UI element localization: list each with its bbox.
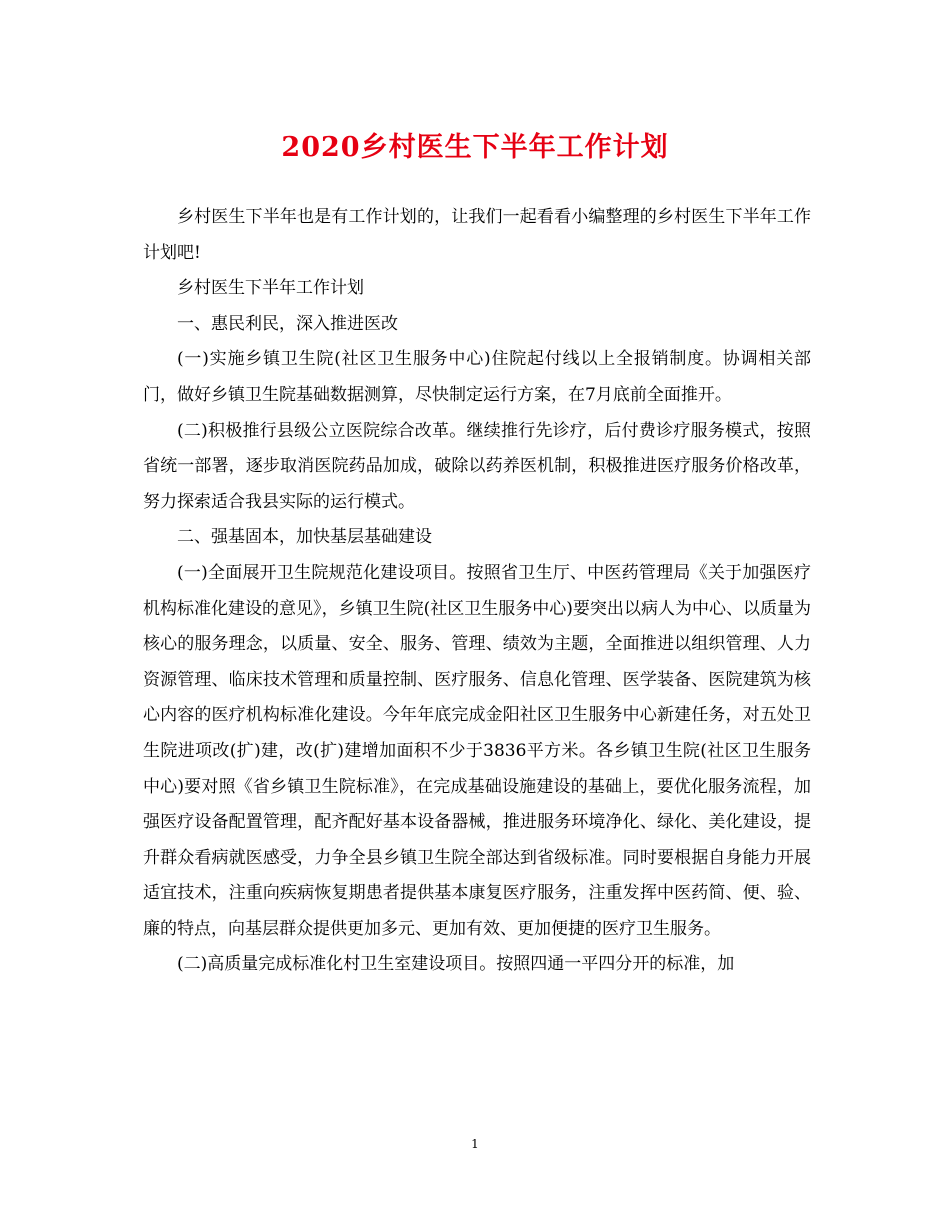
paragraph-2-1: (一)全面展开卫生院规范化建设项目。按照省卫生厅、中医药管理局《关于加强医疗机构标准化建设的意见》，乡镇卫生院(社区卫生服务中心)要突出以病人为中心、以质量为核心的服务理念，以质量、安全、服务、管理、绩效为主题，全面推进以组织管理、人力资源管理、临床技术管理和质量控制、医疗服务、信息化管理、医学装备、医院建筑为核心内容的医疗机构标准化建设。今年年底完成金阳社区卫生服务中心新建任务，对五处卫生院进项改(扩)建，改(扩)建增加面积不少于3836平方米。各乡镇卫生院(社区卫生服务中心)要对照《省乡镇卫生院标准》，在完成基础设施建设的基础上，要优化服务流程，加强医疗设备配置管理，配齐配好基本设备器械，推进服务环境净化、绿化、美化建设，提升群众看病就医感受，力争全县乡镇卫生院全部达到省级标准。同时要根据自身能力开展适宜技术，注重向疾病恢复期患者提供基本康复医疗服务，注重发挥中医药简、便、验、廉的特点，向基层群众提供更加多元、更加有效、更加便捷的医疗卫生服务。 [143, 562, 811, 939]
paragraph-1-2: (二)积极推行县级公立医院综合改革。继续推行先诊疗，后付费诊疗服务模式，按照省统一部署，逐步取消医院药品加成，破除以药养医机制，积极推进医疗服务价格改革，努力探索适合我县实际的运行模式。 [143, 420, 811, 512]
section-heading-2: 二、强基固本，加快基层基础建设 [177, 527, 432, 548]
subtitle-paragraph: 乡村医生下半年工作计划 [177, 278, 364, 299]
page-number: 1 [471, 1137, 479, 1151]
document-body [143, 200, 811, 983]
paragraph-2-2: (二)高质量完成标准化村卫生室建设项目。按照四通一平四分开的标准，加 [177, 954, 735, 975]
paragraph-1-1: (一)实施乡镇卫生院(社区卫生服务中心)住院起付线以上全报销制度。协调相关部门，做好乡镇卫生院基础数据测算，尽快制定运行方案，在7月底前全面推开。 [143, 349, 811, 405]
intro-paragraph: 乡村医生下半年也是有工作计划的，让我们一起看看小编整理的乡村医生下半年工作计划吧! [143, 207, 811, 263]
document-title: 2020乡村医生下半年工作计划 [281, 132, 669, 163]
section-heading-1: 一、惠民利民，深入推进医改 [177, 313, 398, 334]
